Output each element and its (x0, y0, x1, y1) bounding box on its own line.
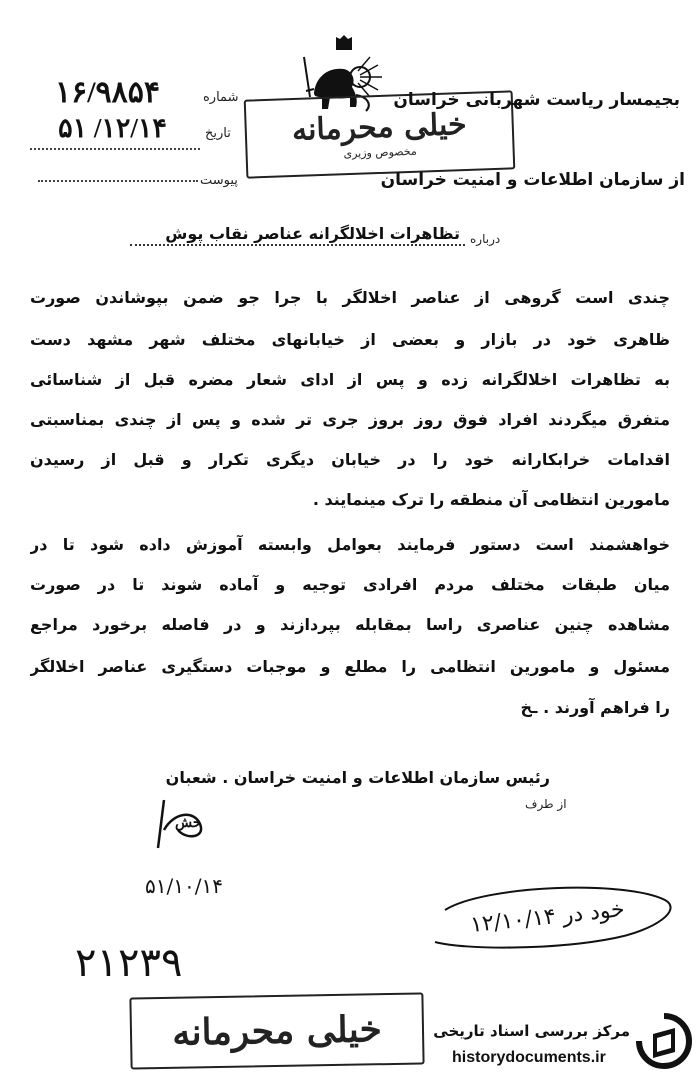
handwritten-initials: خش (175, 815, 202, 831)
number-value: ۱۶/۹۸۵۴ (54, 76, 160, 109)
body-line: متفرق میگردند افراد فوق روز بروز جری تر شده و پس از چندی بمناسبتی (30, 410, 670, 429)
handwritten-number: ۲۱۲۳۹ (75, 940, 183, 986)
addressee-line-1: بجیمسار ریاست شهربانی خراسان (393, 90, 680, 110)
body-line: ظاهری خود در بازار و بعضی از خیابانهای مختلف شهر مشهد دست (30, 330, 670, 349)
subject-text: تظاهرات اخلالگرانه عناصر نقاب پوش (165, 224, 460, 243)
body-line: مامورین انتظامی آن منطقه را ترک مینمایند . (312, 490, 670, 509)
date-dots (30, 148, 200, 150)
confidential-stamp-bottom-text: خیلی محرمانه (171, 1008, 383, 1054)
body-line: به تظاهرات اخلالگرانه زده و پس از ادای شعار مضره قبل از شناسائی (30, 370, 670, 389)
confidential-stamp-top-text: خیلی محرمانه (291, 106, 468, 149)
subject-dots (130, 244, 465, 246)
watermark-url: historydocuments.ir (452, 1049, 606, 1066)
number-label: شماره (203, 90, 239, 105)
watermark-text: مرکز بررسی اسناد تاریخی (433, 1022, 630, 1040)
addressee-line-2: از سازمان اطلاعات و امنیت خراسان (380, 170, 685, 190)
subject-label: درباره (470, 232, 501, 246)
body-line: میان طبقات مختلف مردم افرادی توجیه و آماده شوند تا در صورت (30, 575, 670, 594)
body-line: خواهشمند است دستور فرمایند بعوامل وابسته آموزش داده شود تا در (30, 535, 670, 554)
date-value: ۱۲/۱۴/ ۵۱ (58, 113, 167, 143)
handwritten-note: خود در ۱۲/۱۰/۱۴ (469, 896, 626, 939)
handwritten-date: ۵۱/۱۰/۱۴ (145, 874, 223, 898)
body-line: را فراهم آورند . ـخ (520, 698, 670, 717)
signature-sub: از طرف (525, 797, 567, 811)
confidential-stamp-top-subtext: مخصوص وزیری (343, 144, 418, 161)
signature-title: رئیس سازمان اطلاعات و امنیت خراسان . شعبان (165, 768, 550, 787)
body-line: مشاهده چنین عناصری راسا بمقابله بپردازند و در فاصله برخورد مراجع (30, 615, 670, 634)
watermark-logo-icon (635, 1012, 693, 1070)
date-label: تاریخ (205, 126, 231, 141)
body-line: اقدامات خرابکارانه خود را در خیابان دیگری تکرار و قبل از رسیدن (30, 450, 670, 469)
confidential-stamp-bottom (129, 992, 424, 1069)
attachment-dots (38, 180, 198, 182)
attachment-label: پیوست (200, 173, 238, 188)
body-line: مسئول و مامورین انتظامی را مطلع و موجبات دستگیری عناصر اخلالگر (30, 657, 670, 676)
body-line: چندی است گروهی از عناصر اخلالگر با جرا جو ضمن بپوشاندن صورت (30, 288, 670, 307)
